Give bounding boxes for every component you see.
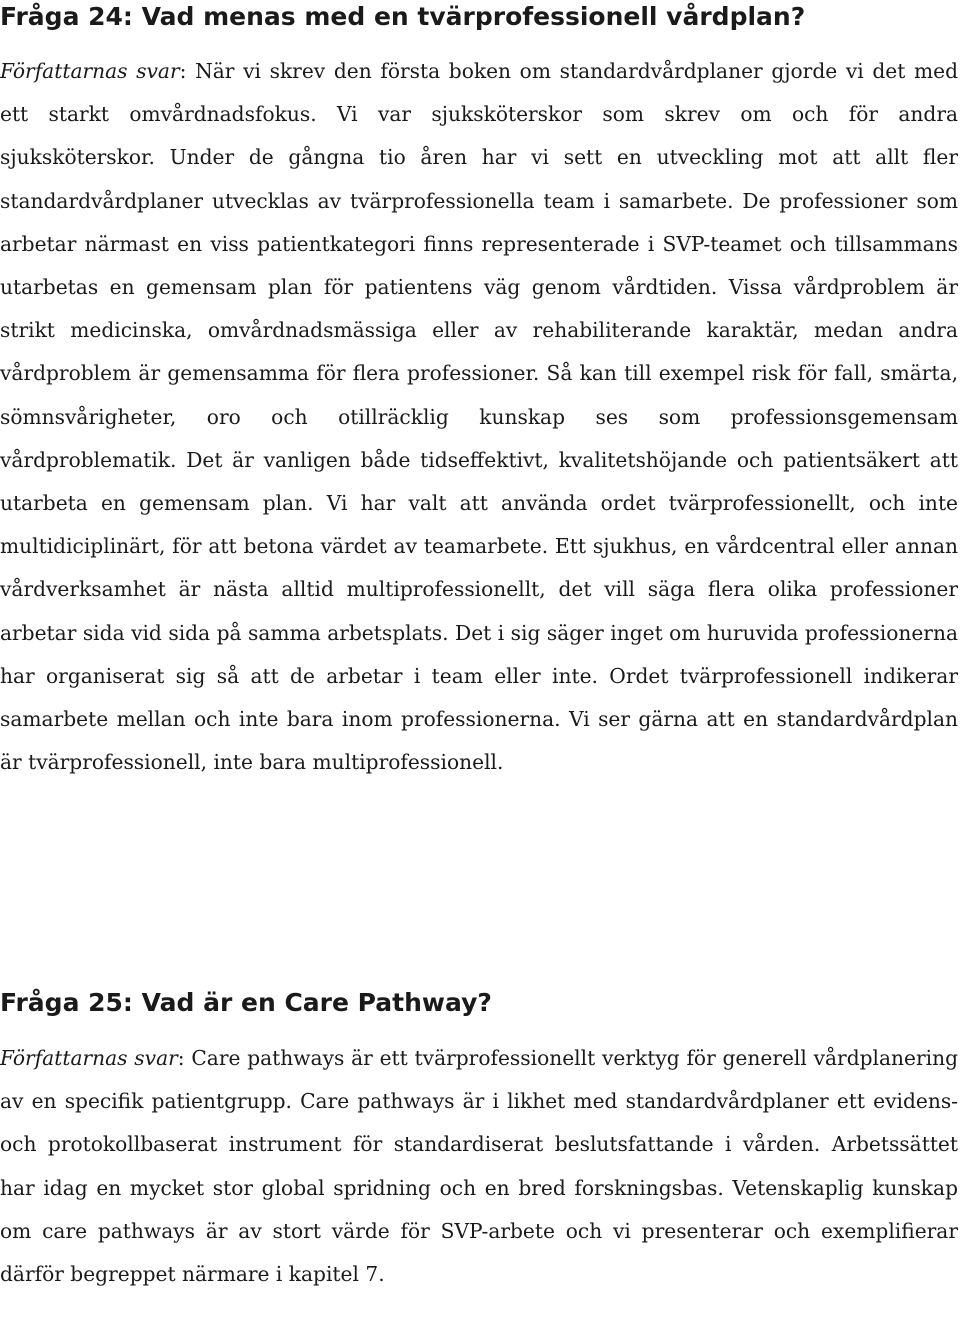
- answer-body-text: : Care pathways är ett tvärprofessionellt verktyg för generell vårdplanering av en specifik patientgrupp. Care pathways är i likhet med standardvårdplaner ett evidens- och protokollbaserat instrument för standardiserat beslutsfattande i vården. Arbetssättet har idag en mycket stor global spridning och en bred forskningsbas. Vetenskaplig kunskap om care pathways är av stort värde för SVP-arbete och vi presenterar och exemplifierar därför begreppet närmare i kapitel 7.: [0, 1046, 959, 1287]
- question-24-answer: [0, 50, 958, 784]
- answer-body-text: : När vi skrev den första boken om standardvårdplaner gjorde vi det med ett starkt omvårdnadsfokus. Vi var sjuksköterskor som skrev om och för andra sjuksköterskor. Under de gångna tio åren har vi sett en utveckling mot att allt fler standardvårdplaner utvecklas av tvärprofessionella team i samarbete. De professioner som arbetar närmast en viss patientkategori finns representerade i SVP-teamet och tillsammans utarbetas en gemensam plan för patientens väg genom vårdtiden. Vissa vårdproblem är strikt medicinska, omvårdnadsmässiga eller av rehabiliterande karaktär, medan andra vårdproblem är gemensamma för flera professioner. Så kan till exempel risk för fall, smärta, sömnsvårigheter, oro och otillräcklig kunskap ses som professionsgemensam vårdproblematik. Det är vanligen både tidseffektivt, kvalitetshöjande och patientsäkert att utarbeta en gemensam plan. Vi har valt att använda ordet tvärprofessionellt, och inte multidiciplinärt, för att betona värdet av teamarbete. Ett sjukhus, en vårdcentral eller annan vårdverksamhet är nästa alltid multiprofessionellt, det vill säga flera olika professioner arbetar sida vid sida på samma arbetsplats. Det i sig säger inget om huruvida professionerna har organiserat sig så att de arbetar i team eller inte. Ordet tvärprofessionell indikerar samarbete mellan och inte bara inom professionerna. Vi ser gärna att en standardvårdplan är tvärprofessionell, inte bara multiprofessionell.: [0, 59, 958, 775]
- question-25-heading: Fråga 25: Vad är en Care Pathway?: [0, 988, 492, 1017]
- answer-lead-label: Författarnas svar: [0, 1046, 178, 1070]
- question-24-heading: Fråga 24: Vad menas med en tvärprofessionell vårdplan?: [0, 2, 806, 31]
- question-25-answer: [0, 1037, 958, 1296]
- answer-lead-label: Författarnas svar: [0, 59, 180, 83]
